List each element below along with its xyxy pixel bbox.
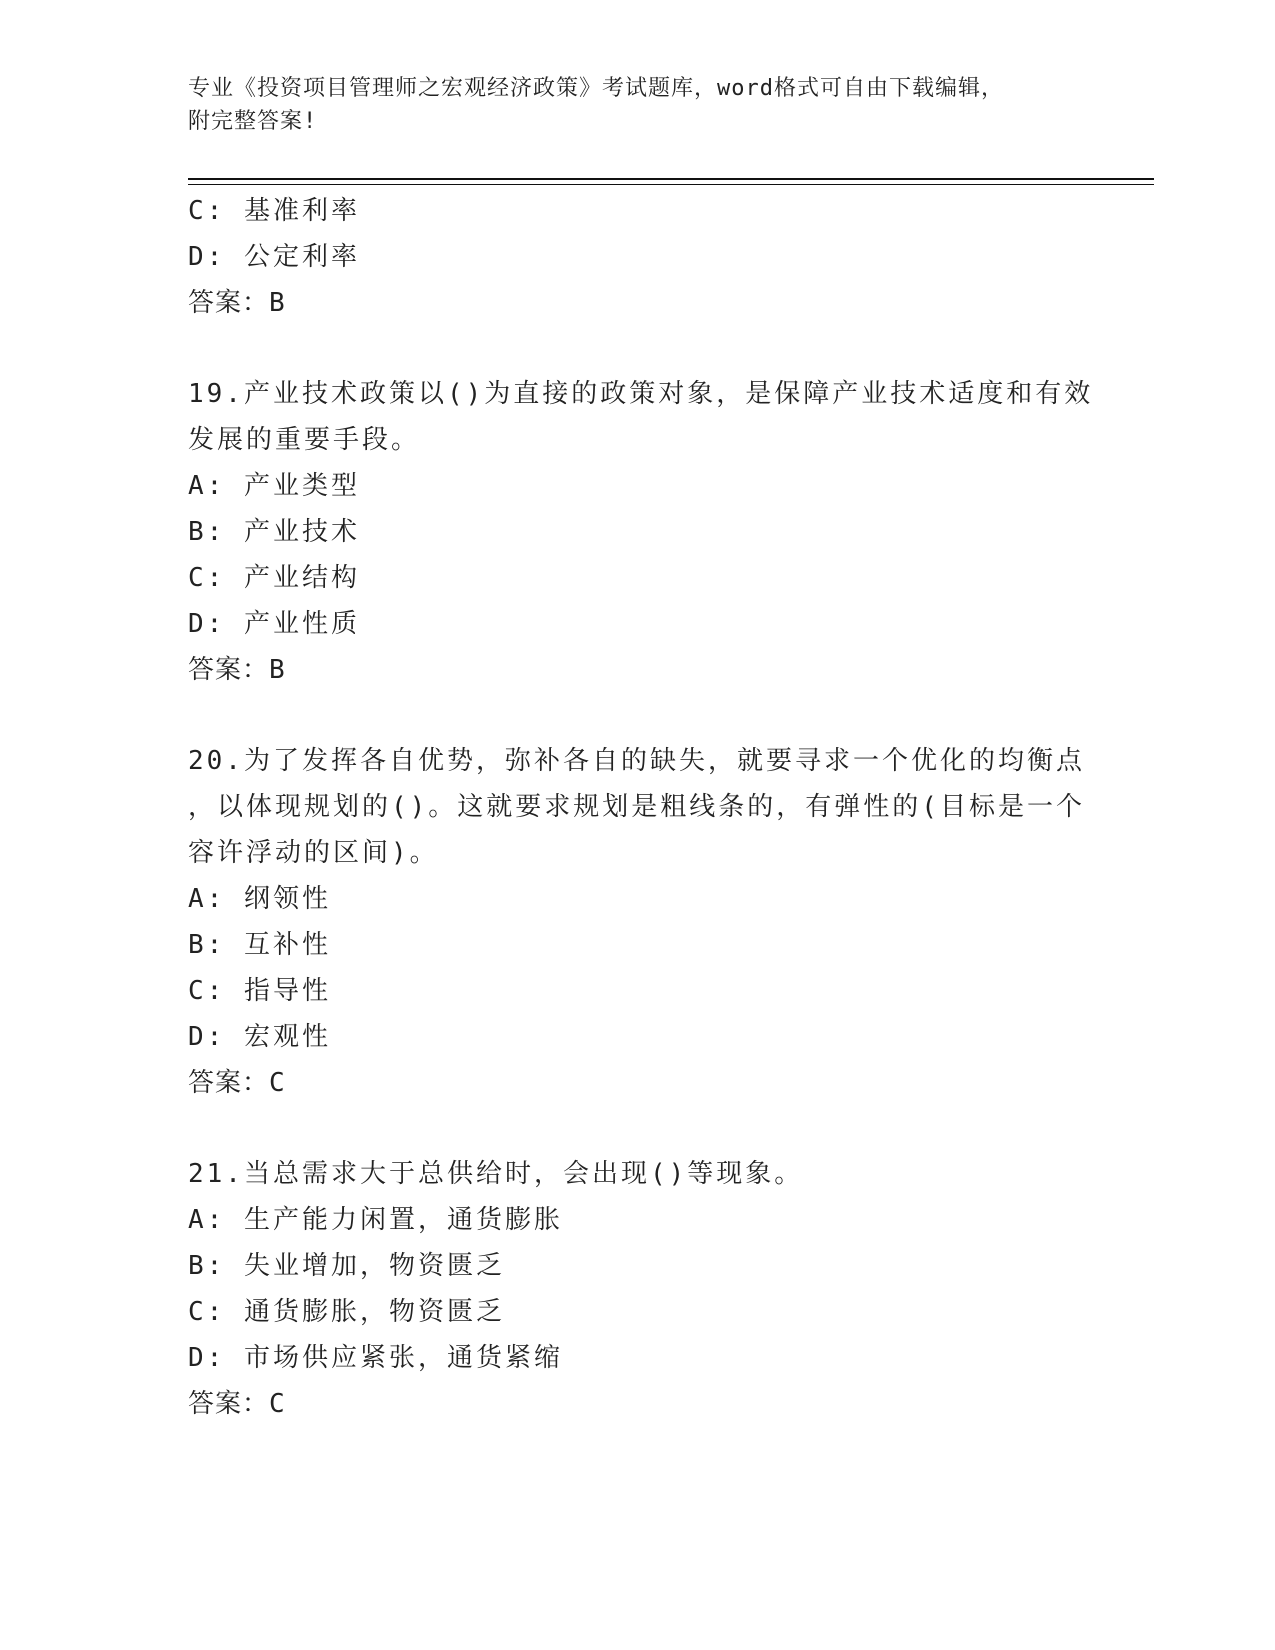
question-text: ，以体现规划的()。这就要求规划是粗线条的，有弹性的(目标是一个 — [188, 792, 1085, 822]
question-text: 19.产业技术政策以()为直接的政策对象，是保障产业技术适度和有效 — [188, 379, 1094, 409]
option-d: D: 公定利率 — [188, 242, 360, 272]
question-list — [188, 188, 1094, 1427]
option-b: B: 互补性 — [188, 930, 331, 960]
option-a: A: 生产能力闲置，通货膨胀 — [188, 1205, 563, 1235]
question-20 — [188, 738, 1088, 1106]
question-text: 容许浮动的区间)。 — [188, 838, 439, 868]
document-header — [188, 72, 1088, 138]
answer: 答案：B — [188, 288, 286, 318]
option-a: A: 产业类型 — [188, 471, 360, 501]
option-d: D: 宏观性 — [188, 1022, 331, 1052]
option-d: D: 产业性质 — [188, 609, 360, 639]
question-text: 20.为了发挥各自优势，弥补各自的缺失，就要寻求一个优化的均衡点 — [188, 746, 1085, 776]
option-c: C: 通货膨胀，物资匮乏 — [188, 1297, 505, 1327]
answer: 答案：B — [188, 655, 286, 685]
option-b: B: 产业技术 — [188, 517, 360, 547]
header-line-1: 专业《投资项目管理师之宏观经济政策》考试题库，word格式可自由下载编辑， — [188, 76, 1004, 101]
question-text: 发展的重要手段。 — [188, 425, 421, 455]
option-c: C: 基准利率 — [188, 196, 360, 226]
answer: 答案：C — [188, 1389, 286, 1419]
question-text: 21.当总需求大于总供给时，会出现()等现象。 — [188, 1159, 804, 1189]
answer: 答案：C — [188, 1068, 286, 1098]
option-b: B: 失业增加，物资匮乏 — [188, 1251, 505, 1281]
option-a: A: 纲领性 — [188, 884, 331, 914]
option-d: D: 市场供应紧张，通货紧缩 — [188, 1343, 563, 1373]
question-19 — [188, 371, 1094, 693]
header-divider — [188, 178, 1154, 185]
question-18-tail — [188, 188, 1088, 326]
option-c: C: 产业结构 — [188, 563, 360, 593]
option-c: C: 指导性 — [188, 976, 331, 1006]
header-line-2: 附完整答案! — [188, 109, 318, 134]
question-21 — [188, 1151, 1088, 1427]
